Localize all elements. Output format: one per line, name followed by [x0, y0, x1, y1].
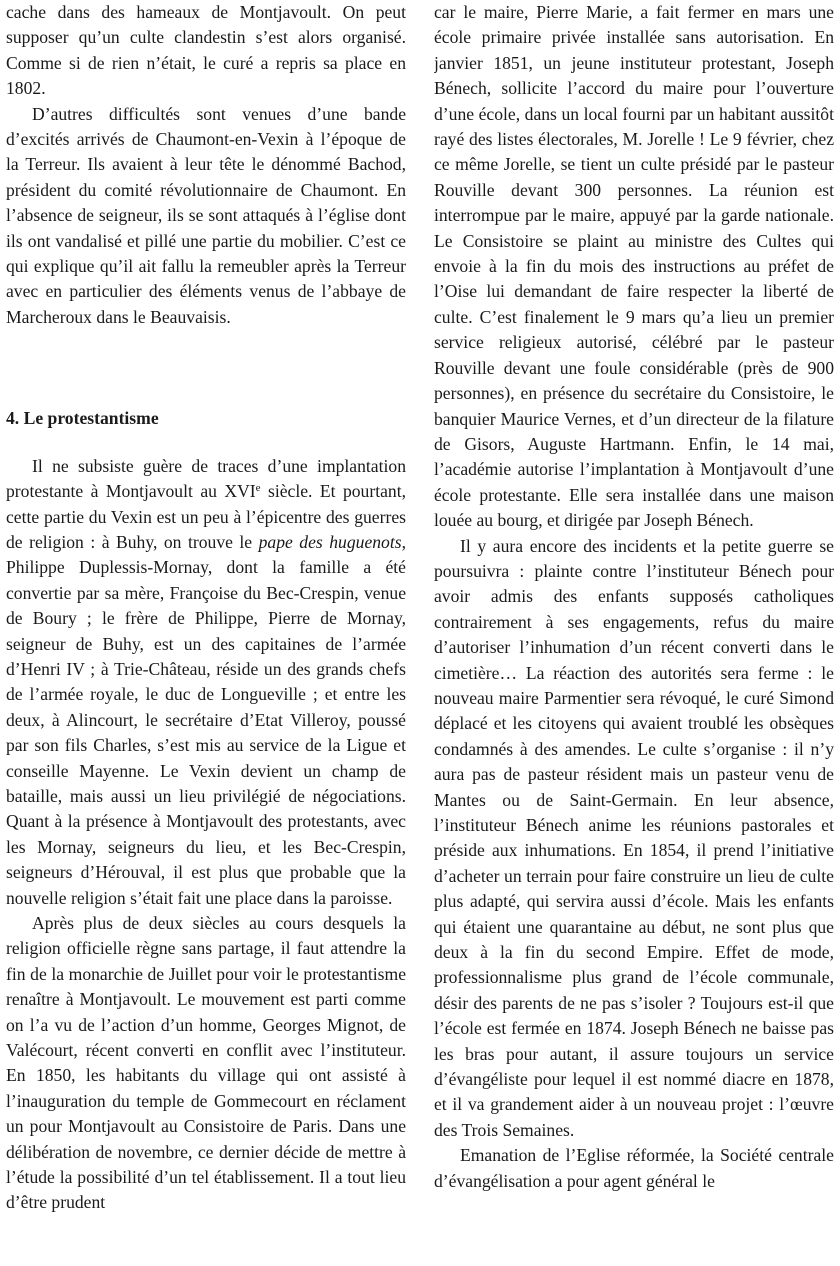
section-heading: 4. Le protestantisme — [6, 408, 159, 429]
paragraph-incidents: Il y aura encore des incidents et la petite guerre se poursuivra : plainte contre l’instituteur Bénech pour avoir admis des enfants supposés catholiques contrairement à ses engagements, refus du maire d’autoriser l’inhumation d’un récent converti dans le cimetière… La réaction des autorités sera ferme : le nouveau maire Parmentier sera révoqué, le curé Simond déplacé et les citoyens qui avaient troublé les obsèques condamnés à des amendes. Le culte s’organise : il n’y aura pas de pasteur résident mais un pasteur venu de Mantes ou de Saint-Germain. En leur absence, l’instituteur Bénech anime les réunions pastorales et préside aux inhumations. En 1854, il prend l’initiative d’acheter un terrain pour faire construire un lieu de culte plus adapté, qui servira aussi d’école. Mais les enfants qui étaient une quarantaine au début, ne sont plus que deux à la fin du second Empire. Effet de mode, professionnalisme plus grand de l’école communale, désir des parents de ne pas s’isoler ? Toujours est-il que l’école est fermée en 1874. Joseph Bénech ne baisse pas les bras pour autant, il assure toujours un service d’évangéliste pour lequel il est nommé diacre en 1878, et il va grandement aider à un nouveau projet : l’œuvre des Trois Semaines. — [434, 535, 834, 1140]
paragraph-continued: cache dans des hameaux de Montjavoult. On peut supposer qu’un culte clandestin s’est alors organisé. Comme si de rien n’était, le curé a repris sa place en 1802. — [6, 2, 406, 99]
paragraph-continued: car le maire, Pierre Marie, a fait fermer en mars une école primaire privée installée sans autorisation. En janvier 1851, un jeune instituteur protestant, Joseph Bénech, sollicite l’accord du maire pour l’ouverture d’une école, dans un local fourni par un habitant aussitôt rayé des listes électorales, M. Jorelle ! Le 9 février, chez ce même Jorelle, se tient un culte présidé par le pasteur Rouville devant 300 personnes. La réunion est interrompue par le maire, appuyé par la garde nationale. Le Consistoire se plaint au ministre des Cultes qui envoie à la fin du mois des instructions au préfet de l’Oise lui demandant de faire respecter la liberté de culte. C’est finalement le 9 mars qu’a lieu un premier service religieux autorisé, célébré par le pasteur Rouville devant une foule considérable (près de 900 personnes), en présence du secrétaire du Consistoire, le banquier Maurice Vernes, et d’un directeur de la filature de Gisors, Auguste Hartmann. Enfin, le 14 mai, l’académie autorise l’implantation à Montjavoult d’une école protestante. Elle sera installée dans une maison louée au bourg, et dirigée par Joseph Bénech. — [434, 2, 834, 531]
superscript: e — [255, 482, 261, 495]
italic-phrase: pape des huguenots — [258, 531, 402, 552]
text-run: siècle. Et pourtant, cette partie du Vexin est un peu à l’épicentre des guerres de religion : à Buhy, on trouve le — [6, 481, 406, 552]
left-column — [6, 0, 406, 1266]
right-column — [434, 0, 834, 1266]
text-run: Il ne subsiste guère de traces d’une implantation protestante à Montjavoult au XVI — [6, 455, 406, 502]
paragraph-monarchie-juillet: Après plus de deux siècles au cours desquels la religion officielle règne sans partage, il faut attendre la fin de la monarchie de Juillet pour voir le protestantisme renaître à Montjavoult. Le mouvement est parti comme on l’a vu de l’action d’un homme, Georges Mignot, de Valécourt, récent converti en conflit avec l’instituteur. En 1850, les habitants du village qui ont assisté à l’inauguration du temple de Gommecourt en réclament un pour Montjavoult au Consistoire de Paris. Dans une délibération de novembre, ce dernier décide de mettre à l’étude la possibilité d’un tel établissement. Il a tout lieu d’être prudent — [6, 913, 406, 1213]
two-column-layout — [6, 0, 834, 1266]
paragraph-xvie-siecle — [6, 454, 406, 911]
text-run: , Philippe Duplessis-Mornay, dont la famille a été convertie par sa mère, Françoise du Bec-Crespin, venue de Boury ; le frère de Philippe, Pierre de Mornay, seigneur de Buhy, est un des capitaines de l’armée d’Henri IV ; à Trie-Château, réside un des grands chefs de l’armée royale, le duc de Longueville ; et entre les deux, à Alincourt, le secrétaire d’Etat Villeroy, poussé par son fils Charles, s’est mis au service de la Ligue et conseille Mayenne. Le Vexin devient un champ de bataille, mais aussi un lieu privilégié de négociations. Quant à la présence à Montjavoult des protestants, avec les Mornay, seigneurs du lieu, et les Bec-Crespin, seigneurs d’Hérouval, il est plus que probable que la nouvelle religion s’était fait une place dans la paroisse. — [6, 531, 406, 908]
paragraph-terreur: D’autres difficultés sont venues d’une bande d’excités arrivés de Chaumont-en-Vexin à l’époque de la Terreur. Ils avaient à leur tête le dénommé Bachod, président du comité révolutionnaire de Chaumont. En l’absence de seigneur, ils se sont attaqués à l’église dont ils ont vandalisé et pillé une partie du mobilier. C’est ce qui explique qu’il ait fallu la remeubler après la Terreur avec en particulier des éléments venus de l’abbaye de Marcheroux dans le Beauvaisis. — [6, 103, 406, 327]
paragraph-emanation: Emanation de l’Eglise réformée, la Société centrale d’évangélisation a pour agent général le — [434, 1145, 834, 1191]
